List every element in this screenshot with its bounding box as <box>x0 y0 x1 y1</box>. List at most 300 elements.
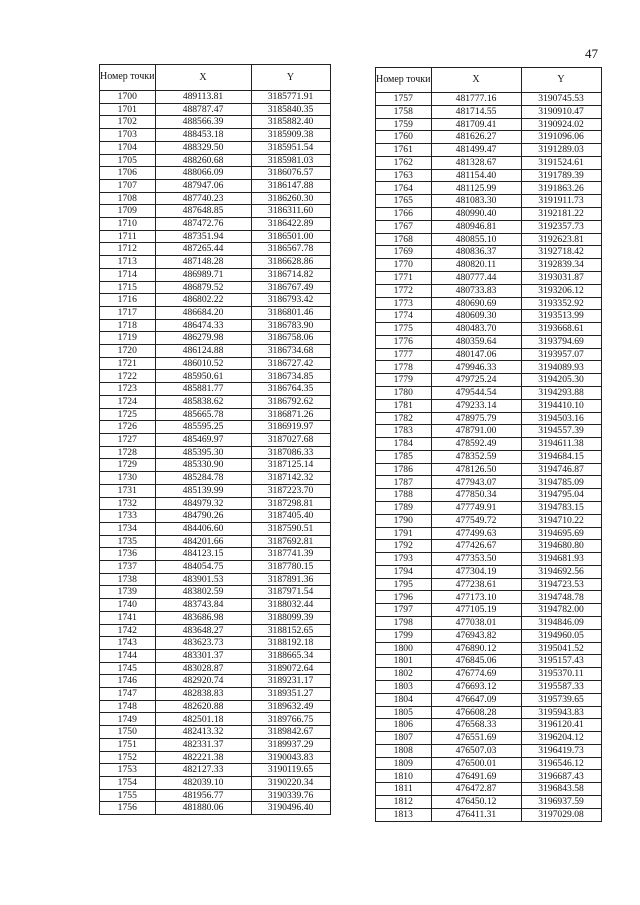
y-coordinate-cell: 3186567.78 <box>251 243 330 256</box>
table-row <box>100 662 331 675</box>
y-coordinate-cell: 3194293.88 <box>521 386 601 399</box>
table-row <box>376 361 602 374</box>
y-coordinate-cell: 3187405.40 <box>251 510 330 523</box>
x-coordinate-cell: 482920.74 <box>155 675 251 688</box>
x-coordinate-cell: 482620.88 <box>155 700 251 713</box>
point-number-cell: 1790 <box>376 514 432 527</box>
table-row <box>376 565 602 578</box>
y-coordinate-cell: 3186147.88 <box>251 179 330 192</box>
y-coordinate-cell: 3191911.73 <box>521 195 601 208</box>
x-coordinate-cell: 477850.34 <box>431 489 521 502</box>
point-number-cell: 1701 <box>100 103 156 116</box>
x-coordinate-cell: 483648.27 <box>155 624 251 637</box>
y-coordinate-cell: 3188099.39 <box>251 611 330 624</box>
x-coordinate-cell: 485284.78 <box>155 472 251 485</box>
x-coordinate-cell: 480946.81 <box>431 220 521 233</box>
y-coordinate-cell: 3193668.61 <box>521 323 601 336</box>
point-number-cell: 1714 <box>100 268 156 281</box>
y-coordinate-cell: 3190745.53 <box>521 93 601 106</box>
x-coordinate-cell: 485595.25 <box>155 421 251 434</box>
x-coordinate-cell: 482039.10 <box>155 776 251 789</box>
x-coordinate-cell: 482501.18 <box>155 713 251 726</box>
table-row <box>100 218 331 231</box>
x-coordinate-cell: 483802.59 <box>155 586 251 599</box>
header-x: X <box>155 65 251 91</box>
table-row <box>376 93 602 106</box>
table-row <box>376 374 602 387</box>
x-coordinate-cell: 487148.28 <box>155 256 251 269</box>
x-coordinate-cell: 480820.11 <box>431 259 521 272</box>
y-coordinate-cell: 3187142.32 <box>251 472 330 485</box>
table-row <box>376 502 602 515</box>
point-number-cell: 1750 <box>100 726 156 739</box>
point-number-cell: 1715 <box>100 281 156 294</box>
point-number-cell: 1705 <box>100 154 156 167</box>
point-number-cell: 1703 <box>100 129 156 142</box>
table-row <box>376 284 602 297</box>
y-coordinate-cell: 3196843.58 <box>521 783 601 796</box>
point-number-cell: 1798 <box>376 617 432 630</box>
y-coordinate-cell: 3186792.62 <box>251 395 330 408</box>
y-coordinate-cell: 3197029.08 <box>521 808 601 821</box>
table-row <box>100 573 331 586</box>
table-row <box>376 744 602 757</box>
x-coordinate-cell: 477304.19 <box>431 565 521 578</box>
x-coordinate-cell: 488260.68 <box>155 154 251 167</box>
x-coordinate-cell: 487947.06 <box>155 179 251 192</box>
table-row <box>376 220 602 233</box>
point-number-cell: 1725 <box>100 408 156 421</box>
table-row <box>100 433 331 446</box>
x-coordinate-cell: 485395.30 <box>155 446 251 459</box>
y-coordinate-cell: 3195157.43 <box>521 655 601 668</box>
y-coordinate-cell: 3193513.99 <box>521 310 601 323</box>
table-row <box>100 624 331 637</box>
y-coordinate-cell: 3190496.40 <box>251 802 330 815</box>
point-number-cell: 1744 <box>100 649 156 662</box>
point-number-cell: 1767 <box>376 220 432 233</box>
point-number-cell: 1783 <box>376 425 432 438</box>
point-number-cell: 1810 <box>376 770 432 783</box>
x-coordinate-cell: 476411.31 <box>431 808 521 821</box>
table-row <box>100 408 331 421</box>
x-coordinate-cell: 476608.28 <box>431 706 521 719</box>
table-row <box>376 450 602 463</box>
table-row <box>376 246 602 259</box>
point-number-cell: 1765 <box>376 195 432 208</box>
table-row <box>100 154 331 167</box>
table-row <box>100 370 331 383</box>
point-number-cell: 1811 <box>376 783 432 796</box>
point-number-cell: 1777 <box>376 348 432 361</box>
point-number-cell: 1761 <box>376 144 432 157</box>
point-number-cell: 1762 <box>376 156 432 169</box>
table-row <box>376 348 602 361</box>
x-coordinate-cell: 478592.49 <box>431 438 521 451</box>
table-row <box>376 489 602 502</box>
y-coordinate-cell: 3189766.75 <box>251 713 330 726</box>
y-coordinate-cell: 3188032.44 <box>251 599 330 612</box>
point-number-cell: 1741 <box>100 611 156 624</box>
table-row <box>376 399 602 412</box>
y-coordinate-cell: 3196937.59 <box>521 795 601 808</box>
table-row <box>100 561 331 574</box>
x-coordinate-cell: 484979.32 <box>155 497 251 510</box>
y-coordinate-cell: 3186260.30 <box>251 192 330 205</box>
table-row <box>100 751 331 764</box>
page-number: 47 <box>585 46 598 61</box>
y-coordinate-cell: 3185909.38 <box>251 129 330 142</box>
y-coordinate-cell: 3194710.22 <box>521 514 601 527</box>
table-row <box>376 169 602 182</box>
x-coordinate-cell: 480690.69 <box>431 297 521 310</box>
x-coordinate-cell: 477549.72 <box>431 514 521 527</box>
x-coordinate-cell: 481626.27 <box>431 131 521 144</box>
point-number-cell: 1784 <box>376 438 432 451</box>
y-coordinate-cell: 3194557.39 <box>521 425 601 438</box>
y-coordinate-cell: 3188192.18 <box>251 637 330 650</box>
point-number-cell: 1717 <box>100 306 156 319</box>
y-coordinate-cell: 3187692.81 <box>251 535 330 548</box>
point-number-cell: 1727 <box>100 433 156 446</box>
table-row <box>376 757 602 770</box>
y-coordinate-cell: 3186767.49 <box>251 281 330 294</box>
point-number-cell: 1724 <box>100 395 156 408</box>
table-row <box>376 578 602 591</box>
point-number-cell: 1738 <box>100 573 156 586</box>
table-row <box>100 116 331 129</box>
point-number-cell: 1753 <box>100 764 156 777</box>
x-coordinate-cell: 485665.78 <box>155 408 251 421</box>
point-number-cell: 1746 <box>100 675 156 688</box>
point-number-cell: 1780 <box>376 386 432 399</box>
table-row <box>376 591 602 604</box>
x-coordinate-cell: 477749.91 <box>431 502 521 515</box>
table-row <box>100 446 331 459</box>
y-coordinate-cell: 3193031.87 <box>521 271 601 284</box>
table-row <box>376 105 602 118</box>
table-row <box>100 230 331 243</box>
point-number-cell: 1795 <box>376 578 432 591</box>
y-coordinate-cell: 3194846.09 <box>521 617 601 630</box>
y-coordinate-cell: 3187780.15 <box>251 561 330 574</box>
y-coordinate-cell: 3190119.65 <box>251 764 330 777</box>
y-coordinate-cell: 3192357.73 <box>521 220 601 233</box>
table-row <box>100 383 331 396</box>
y-coordinate-cell: 3195370.11 <box>521 668 601 681</box>
x-coordinate-cell: 486989.71 <box>155 268 251 281</box>
table-row <box>376 719 602 732</box>
x-coordinate-cell: 481328.67 <box>431 156 521 169</box>
point-number-cell: 1802 <box>376 668 432 681</box>
y-coordinate-cell: 3194783.15 <box>521 502 601 515</box>
x-coordinate-cell: 478126.50 <box>431 463 521 476</box>
table-row <box>376 208 602 221</box>
y-coordinate-cell: 3193794.69 <box>521 335 601 348</box>
x-coordinate-cell: 477499.63 <box>431 527 521 540</box>
point-number-cell: 1704 <box>100 141 156 154</box>
table-row <box>376 808 602 821</box>
table-row <box>376 259 602 272</box>
point-number-cell: 1800 <box>376 642 432 655</box>
table-row <box>376 131 602 144</box>
x-coordinate-cell: 485950.61 <box>155 370 251 383</box>
point-number-cell: 1749 <box>100 713 156 726</box>
y-coordinate-cell: 3196204.12 <box>521 732 601 745</box>
x-coordinate-cell: 489113.81 <box>155 91 251 104</box>
table-row <box>376 323 602 336</box>
y-coordinate-cell: 3196546.12 <box>521 757 601 770</box>
y-coordinate-cell: 3186783.90 <box>251 319 330 332</box>
point-number-cell: 1813 <box>376 808 432 821</box>
header-x: X <box>431 68 521 93</box>
table-row <box>100 713 331 726</box>
point-number-cell: 1764 <box>376 182 432 195</box>
table-row <box>100 497 331 510</box>
y-coordinate-cell: 3187971.54 <box>251 586 330 599</box>
point-number-cell: 1706 <box>100 167 156 180</box>
x-coordinate-cell: 477038.01 <box>431 617 521 630</box>
x-coordinate-cell: 488787.47 <box>155 103 251 116</box>
point-number-cell: 1792 <box>376 540 432 553</box>
x-coordinate-cell: 480147.06 <box>431 348 521 361</box>
x-coordinate-cell: 476568.33 <box>431 719 521 732</box>
y-coordinate-cell: 3191096.06 <box>521 131 601 144</box>
point-number-cell: 1718 <box>100 319 156 332</box>
y-coordinate-cell: 3194681.93 <box>521 553 601 566</box>
point-number-cell: 1755 <box>100 789 156 802</box>
table-row <box>376 617 602 630</box>
point-number-cell: 1766 <box>376 208 432 221</box>
y-coordinate-cell: 3196687.43 <box>521 770 601 783</box>
table-row <box>100 637 331 650</box>
table-row <box>100 586 331 599</box>
y-coordinate-cell: 3194611.38 <box>521 438 601 451</box>
x-coordinate-cell: 483301.37 <box>155 649 251 662</box>
y-coordinate-cell: 3192181.22 <box>521 208 601 221</box>
y-coordinate-cell: 3195587.33 <box>521 680 601 693</box>
table-row <box>376 540 602 553</box>
table-row <box>376 668 602 681</box>
table-row <box>100 205 331 218</box>
point-number-cell: 1791 <box>376 527 432 540</box>
point-number-cell: 1708 <box>100 192 156 205</box>
point-number-cell: 1806 <box>376 719 432 732</box>
point-number-cell: 1743 <box>100 637 156 650</box>
y-coordinate-cell: 3186727.42 <box>251 357 330 370</box>
point-number-cell: 1805 <box>376 706 432 719</box>
table-row <box>100 306 331 319</box>
y-coordinate-cell: 3186422.89 <box>251 218 330 231</box>
y-coordinate-cell: 3193206.12 <box>521 284 601 297</box>
y-coordinate-cell: 3187891.36 <box>251 573 330 586</box>
x-coordinate-cell: 477238.61 <box>431 578 521 591</box>
y-coordinate-cell: 3186501.00 <box>251 230 330 243</box>
y-coordinate-cell: 3185882.40 <box>251 116 330 129</box>
table-row <box>376 642 602 655</box>
table-row <box>100 802 331 815</box>
point-number-cell: 1739 <box>100 586 156 599</box>
x-coordinate-cell: 483743.84 <box>155 599 251 612</box>
x-coordinate-cell: 486684.20 <box>155 306 251 319</box>
x-coordinate-cell: 476774.69 <box>431 668 521 681</box>
x-coordinate-cell: 488066.09 <box>155 167 251 180</box>
x-coordinate-cell: 476693.12 <box>431 680 521 693</box>
coordinates-table-right <box>375 67 602 822</box>
table-row <box>100 332 331 345</box>
point-number-cell: 1809 <box>376 757 432 770</box>
y-coordinate-cell: 3194680.80 <box>521 540 601 553</box>
x-coordinate-cell: 484406.60 <box>155 522 251 535</box>
x-coordinate-cell: 484790.26 <box>155 510 251 523</box>
x-coordinate-cell: 476472.87 <box>431 783 521 796</box>
y-coordinate-cell: 3191789.39 <box>521 169 601 182</box>
x-coordinate-cell: 481154.40 <box>431 169 521 182</box>
y-coordinate-cell: 3186758.06 <box>251 332 330 345</box>
y-coordinate-cell: 3187741.39 <box>251 548 330 561</box>
x-coordinate-cell: 485838.62 <box>155 395 251 408</box>
y-coordinate-cell: 3186076.57 <box>251 167 330 180</box>
y-coordinate-cell: 3185771.91 <box>251 91 330 104</box>
table-row <box>100 599 331 612</box>
x-coordinate-cell: 481880.06 <box>155 802 251 815</box>
x-coordinate-cell: 477353.50 <box>431 553 521 566</box>
table-row <box>100 675 331 688</box>
point-number-cell: 1707 <box>100 179 156 192</box>
table-row <box>376 553 602 566</box>
point-number-cell: 1731 <box>100 484 156 497</box>
point-number-cell: 1732 <box>100 497 156 510</box>
y-coordinate-cell: 3189231.17 <box>251 675 330 688</box>
table-row <box>100 700 331 713</box>
table-row <box>376 655 602 668</box>
point-number-cell: 1775 <box>376 323 432 336</box>
point-number-cell: 1781 <box>376 399 432 412</box>
x-coordinate-cell: 482838.83 <box>155 688 251 701</box>
x-coordinate-cell: 487740.23 <box>155 192 251 205</box>
y-coordinate-cell: 3192839.34 <box>521 259 601 272</box>
point-number-cell: 1757 <box>376 93 432 106</box>
y-coordinate-cell: 3186764.35 <box>251 383 330 396</box>
x-coordinate-cell: 486474.33 <box>155 319 251 332</box>
x-coordinate-cell: 479946.33 <box>431 361 521 374</box>
header-point-number: Номер точки <box>100 65 156 91</box>
x-coordinate-cell: 476890.12 <box>431 642 521 655</box>
point-number-cell: 1719 <box>100 332 156 345</box>
y-coordinate-cell: 3189842.67 <box>251 726 330 739</box>
table-row <box>100 141 331 154</box>
table-row <box>100 91 331 104</box>
point-number-cell: 1756 <box>100 802 156 815</box>
x-coordinate-cell: 480609.30 <box>431 310 521 323</box>
table-row <box>376 680 602 693</box>
x-coordinate-cell: 476647.09 <box>431 693 521 706</box>
table-row <box>376 118 602 131</box>
point-number-cell: 1754 <box>100 776 156 789</box>
point-number-cell: 1734 <box>100 522 156 535</box>
table-row <box>100 764 331 777</box>
y-coordinate-cell: 3194205.30 <box>521 374 601 387</box>
table-row <box>376 706 602 719</box>
y-coordinate-cell: 3194503.16 <box>521 412 601 425</box>
table-row <box>100 522 331 535</box>
x-coordinate-cell: 478791.00 <box>431 425 521 438</box>
x-coordinate-cell: 476450.12 <box>431 795 521 808</box>
x-coordinate-cell: 476500.01 <box>431 757 521 770</box>
y-coordinate-cell: 3191863.26 <box>521 182 601 195</box>
x-coordinate-cell: 481083.30 <box>431 195 521 208</box>
y-coordinate-cell: 3185951.54 <box>251 141 330 154</box>
point-number-cell: 1779 <box>376 374 432 387</box>
point-number-cell: 1736 <box>100 548 156 561</box>
y-coordinate-cell: 3194692.56 <box>521 565 601 578</box>
x-coordinate-cell: 476943.82 <box>431 629 521 642</box>
y-coordinate-cell: 3187125.14 <box>251 459 330 472</box>
point-number-cell: 1730 <box>100 472 156 485</box>
point-number-cell: 1771 <box>376 271 432 284</box>
x-coordinate-cell: 481125.99 <box>431 182 521 195</box>
y-coordinate-cell: 3186793.42 <box>251 294 330 307</box>
point-number-cell: 1773 <box>376 297 432 310</box>
point-number-cell: 1702 <box>100 116 156 129</box>
table-row <box>376 732 602 745</box>
point-number-cell: 1747 <box>100 688 156 701</box>
table-row <box>100 167 331 180</box>
table-row <box>376 386 602 399</box>
point-number-cell: 1794 <box>376 565 432 578</box>
point-number-cell: 1729 <box>100 459 156 472</box>
x-coordinate-cell: 484201.66 <box>155 535 251 548</box>
table-row <box>100 103 331 116</box>
x-coordinate-cell: 476845.06 <box>431 655 521 668</box>
x-coordinate-cell: 481709.41 <box>431 118 521 131</box>
table-row <box>376 629 602 642</box>
table-row <box>100 472 331 485</box>
point-number-cell: 1772 <box>376 284 432 297</box>
x-coordinate-cell: 480359.64 <box>431 335 521 348</box>
table-row <box>100 129 331 142</box>
y-coordinate-cell: 3186871.26 <box>251 408 330 421</box>
x-coordinate-cell: 485881.77 <box>155 383 251 396</box>
x-coordinate-cell: 481499.47 <box>431 144 521 157</box>
point-number-cell: 1799 <box>376 629 432 642</box>
table-row <box>376 693 602 706</box>
point-number-cell: 1769 <box>376 246 432 259</box>
point-number-cell: 1745 <box>100 662 156 675</box>
point-number-cell: 1776 <box>376 335 432 348</box>
x-coordinate-cell: 487265.44 <box>155 243 251 256</box>
y-coordinate-cell: 3185840.35 <box>251 103 330 116</box>
x-coordinate-cell: 480733.83 <box>431 284 521 297</box>
table-row <box>100 688 331 701</box>
y-coordinate-cell: 3194089.93 <box>521 361 601 374</box>
x-coordinate-cell: 476551.69 <box>431 732 521 745</box>
x-coordinate-cell: 480483.70 <box>431 323 521 336</box>
point-number-cell: 1713 <box>100 256 156 269</box>
y-coordinate-cell: 3192623.81 <box>521 233 601 246</box>
x-coordinate-cell: 488566.39 <box>155 116 251 129</box>
x-coordinate-cell: 477943.07 <box>431 476 521 489</box>
x-coordinate-cell: 477105.19 <box>431 604 521 617</box>
x-coordinate-cell: 482127.33 <box>155 764 251 777</box>
table-row <box>376 144 602 157</box>
x-coordinate-cell: 487472.76 <box>155 218 251 231</box>
y-coordinate-cell: 3194746.87 <box>521 463 601 476</box>
y-coordinate-cell: 3185981.03 <box>251 154 330 167</box>
point-number-cell: 1803 <box>376 680 432 693</box>
table-row <box>376 335 602 348</box>
table-row <box>100 611 331 624</box>
